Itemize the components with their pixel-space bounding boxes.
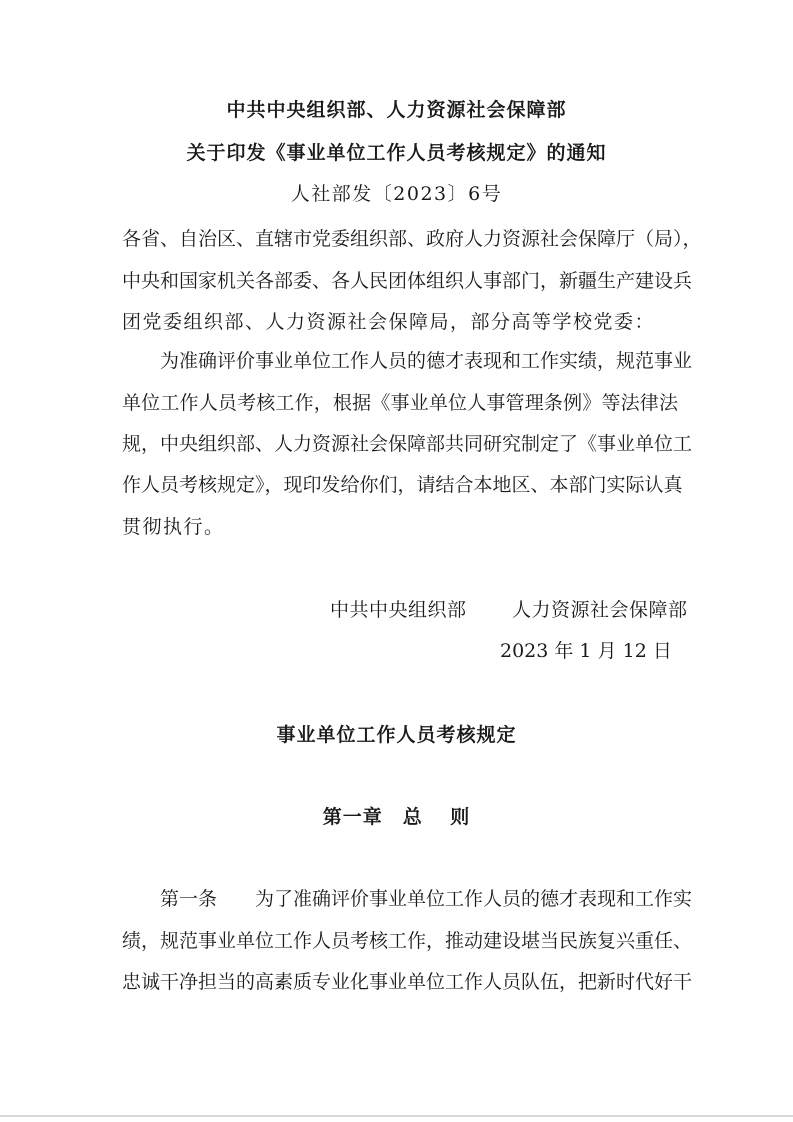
body-paragraph-line: 单位工作人员考核工作，根据《事业单位人事管理条例》等法律法 [122,392,678,414]
article-line: 第一条 为了准确评价事业单位工作人员的德才表现和工作实 [160,888,693,910]
body-paragraph-line: 作人员考核规定》，现印发给你们，请结合本地区、本部门实际认真 [122,474,683,496]
body-paragraph-line: 规，中央组织部、人力资源社会保障部共同研究制定了《事业单位工 [122,433,693,455]
article-line: 绩，规范事业单位工作人员考核工作，推动建设堪当民族复兴重任、 [122,930,693,952]
recipients-line: 团党委组织部、人力资源社会保障局，部分高等学校党委： [122,311,656,333]
signature-issuers: 中共中央组织部 人力资源社会保障部 [330,599,688,621]
recipients-line: 各省、自治区、直辖市党委组织部、政府人力资源社会保障厅（局）， [122,228,702,250]
page-edge-divider [0,1115,793,1117]
recipients-line: 中央和国家机关各部委、各人民团体组织人事部门，新疆生产建设兵 [122,270,693,292]
document-number: 人社部发〔2023〕6号 [290,183,503,205]
notice-title-line2: 关于印发《事业单位工作人员考核规定》的通知 [186,142,607,164]
regulation-title: 事业单位工作人员考核规定 [276,724,517,746]
signature-date: 2023 年 1 月 12 日 [500,640,672,662]
body-paragraph-line: 贯彻执行。 [122,516,225,538]
chapter-heading: 第一章 总 则 [322,806,471,828]
notice-title-line1: 中共中央组织部、人力资源社会保障部 [226,99,567,121]
article-line: 忠诚干净担当的高素质专业化事业单位工作人员队伍，把新时代好干 [122,971,693,993]
body-paragraph-line: 为准确评价事业单位工作人员的德才表现和工作实绩，规范事业 [160,350,693,372]
